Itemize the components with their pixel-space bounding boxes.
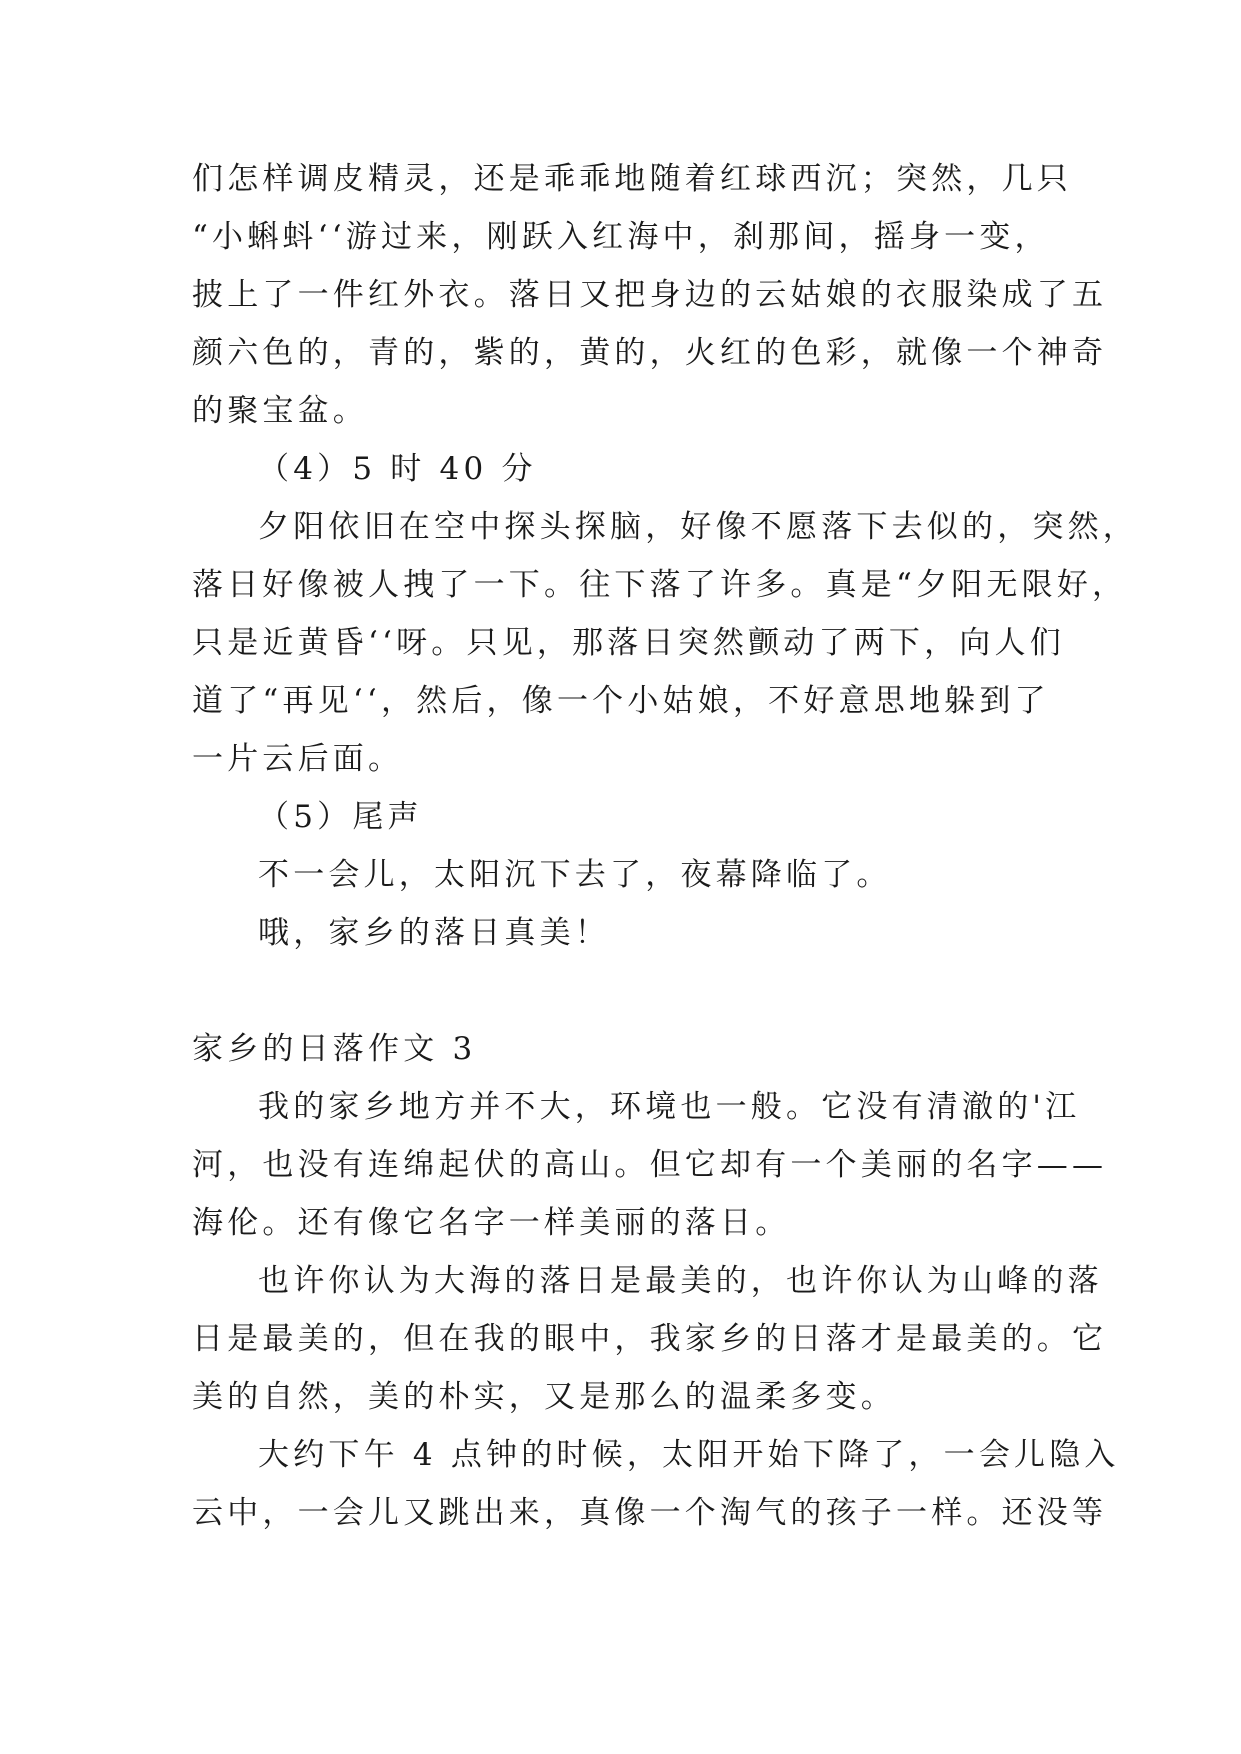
text-line: 我的家乡地方并不大，环境也一般。它没有清澈的'江 bbox=[258, 1089, 1081, 1125]
paragraph bbox=[192, 1078, 1108, 1252]
text-line: 落日好像被人拽了一下。往下落了许多。真是“夕阳无限好， bbox=[192, 567, 1128, 603]
text-line: 河，也没有连绵起伏的高山。但它却有一个美丽的名字—— bbox=[192, 1147, 1108, 1183]
section-title: 家乡的日落作文 3 bbox=[192, 1031, 477, 1067]
text-line: 也许你认为大海的落日是最美的，也许你认为山峰的落 bbox=[258, 1263, 1103, 1299]
text-line: 大约下午 4 点钟的时候，太阳开始下降了，一会儿隐入 bbox=[258, 1437, 1120, 1473]
text-line: 日是最美的，但在我的眼中，我家乡的日落才是最美的。它 bbox=[192, 1321, 1108, 1357]
text-line: 的聚宝盆。 bbox=[192, 393, 368, 429]
text-line: 道了“再见‘‘，然后，像一个小姑娘，不好意思地躲到了 bbox=[192, 683, 1050, 719]
paragraph bbox=[192, 1252, 1108, 1426]
paragraph bbox=[192, 1426, 1120, 1542]
text-line: “小蝌蚪‘‘游过来，刚跃入红海中，刹那间，摇身一变， bbox=[192, 219, 1050, 255]
text-line: 美的自然，美的朴实，又是那么的温柔多变。 bbox=[192, 1379, 896, 1415]
subheading-5: （5）尾声 bbox=[258, 799, 423, 835]
text-line: 云中，一会儿又跳出来，真像一个淘气的孩子一样。还没等 bbox=[192, 1495, 1108, 1531]
paragraph: 不一会儿，太阳沉下去了，夜幕降临了。 bbox=[258, 857, 892, 893]
spacer bbox=[192, 962, 1052, 1020]
text-line: 颜六色的，青的，紫的，黄的，火红的色彩，就像一个神奇 bbox=[192, 335, 1108, 371]
subheading-4: （4）5 时 40 分 bbox=[258, 451, 537, 487]
text-line: 海伦。还有像它名字一样美丽的落日。 bbox=[192, 1205, 791, 1241]
text-line: 一片云后面。 bbox=[192, 741, 404, 777]
document-page bbox=[192, 150, 1138, 1542]
paragraph bbox=[192, 150, 1108, 440]
paragraph bbox=[192, 498, 1138, 788]
text-line: 们怎样调皮精灵，还是乖乖地随着红球西沉；突然，几只 bbox=[192, 161, 1072, 197]
text-line: 只是近黄昏‘‘呀。只见，那落日突然颤动了两下，向人们 bbox=[192, 625, 1065, 661]
paragraph: 哦，家乡的落日真美！ bbox=[258, 915, 610, 951]
text-line: 夕阳依旧在空中探头探脑，好像不愿落下去似的，突然， bbox=[258, 509, 1138, 545]
text-line: 披上了一件红外衣。落日又把身边的云姑娘的衣服染成了五 bbox=[192, 277, 1108, 313]
